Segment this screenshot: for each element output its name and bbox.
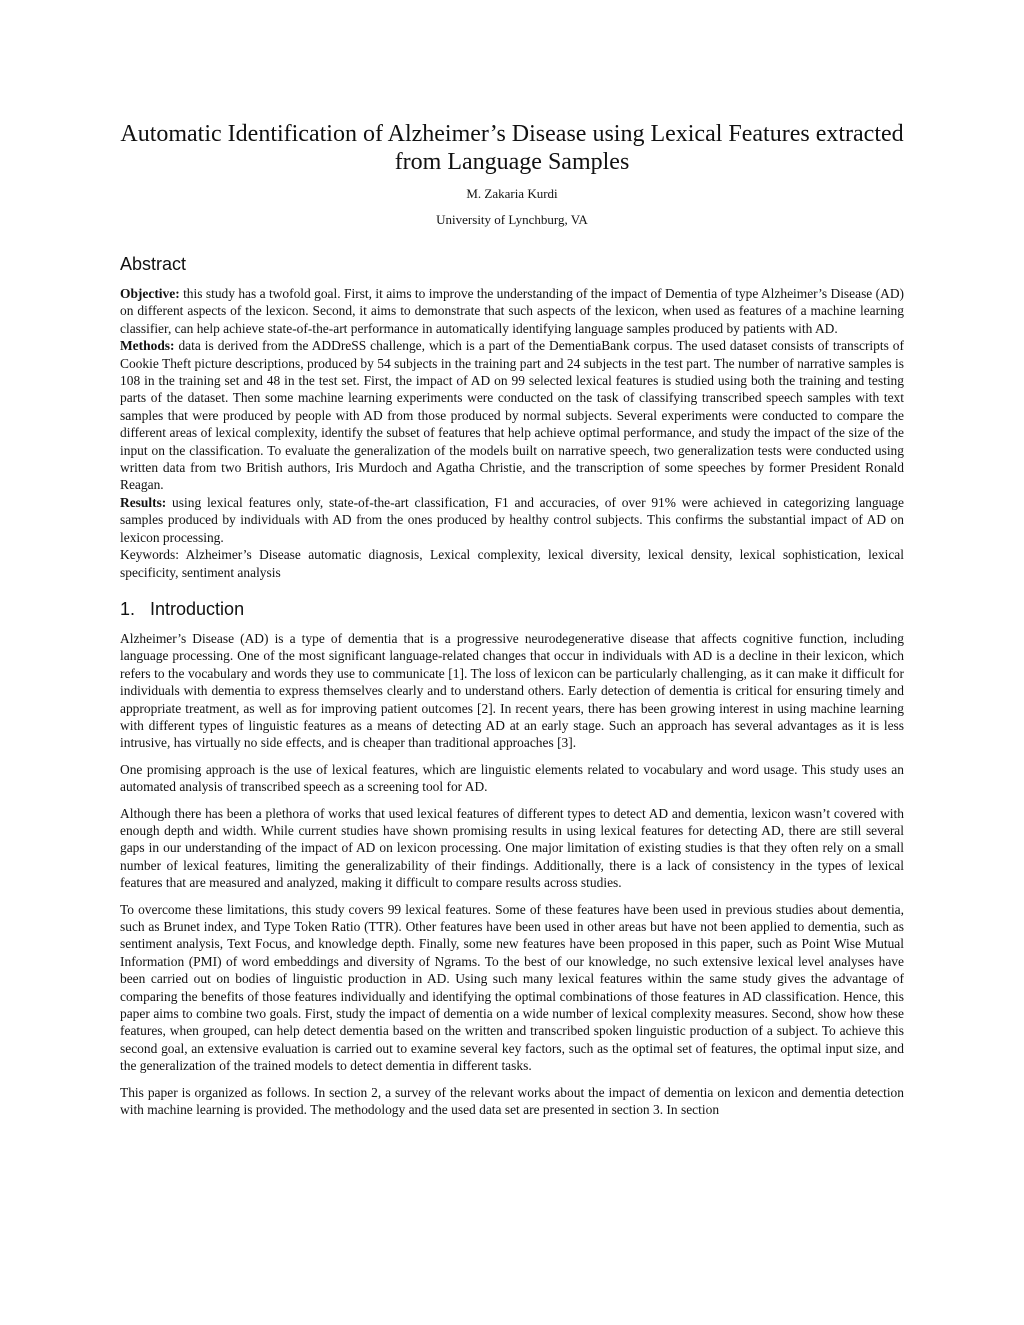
abstract-body (120, 285, 904, 581)
intro-paragraph-1: Alzheimer’s Disease (AD) is a type of dementia that is a progressive neurodegenerative disease that affects cognitive function, including language processing. One of the most significant language-related changes that occur in individuals with AD is a decline in their lexicon, which refers to the vocabulary and words they use to communicate [1]. The loss of lexicon can be particularly challenging, as it can make it difficult for individuals with dementia to express themselves clearly and to understand others. Early detection of dementia is critical for ensuring timely and appropriate treatment, as well as for improving patient outcomes [2]. In recent years, there has been growing interest in using machine learning with different types of linguistic features as a means of detecting AD at an early stage. Such an approach has several advantages as it is less intrusive, has virtually no side effects, and is cheaper than traditional approaches [3]. (120, 630, 904, 751)
methods-text: data is derived from the ADDreSS challenge, which is a part of the DementiaBank corpus. The used dataset consists of transcripts of Cookie Theft picture descriptions, produced by 54 subjects in the training part and 24 subjects in the test part. The number of narrative samples is 108 in the training set and 48 in the test set. First, the impact of AD on 99 selected lexical features is studied using both the training and testing parts of the dataset. Then some machine learning experiments were conducted on the task of classifying transcribed speech samples with text samples that were produced by people with AD from those produced by normal subjects. Several experiments were conducted to compare the different areas of lexical complexity, identify the subset of features that help achieve optimal performance, and study the impact of the size of the input on the classification. To evaluate the generalization of the models built on narrative speech, two generalization tests were conducted using written data from two British authors, Iris Murdoch and Agatha Christie, and the transcription of some speeches by former President Ronald Reagan. (120, 338, 904, 493)
paper-page (120, 0, 904, 1118)
intro-paragraph-4: To overcome these limitations, this study covers 99 lexical features. Some of these features have been used in previous studies about dementia, such as Brunet index, and Type Token Ratio (TTR). Other features have been used in other areas but have not been applied to dementia, such as sentiment analysis, Text Focus, and knowledge depth. Finally, some new features have been proposed in this paper, such as Point Wise Mutual Information (PMI) of word embeddings and diversity of Ngrams. To the best of our knowledge, no such extensive lexical level analyses have been carried out on bodies of linguistic production in AD. Using such many lexical features within the same study gives the advantage of comparing the benefits of those features individually and identifying the optimal combinations of those features in AD classification. Hence, this paper aims to combine two goals. First, study the impact of dementia on a wide number of lexical complexity measures. Second, show how these features, when grouped, can help detect dementia based on the written and transcribed spoken linguistic production of a subject. To achieve this second goal, an extensive evaluation is carried out to examine several key factors, such as the optimal set of features, the optimal input size, and the generalization of the trained models to detect dementia in different tasks. (120, 901, 904, 1074)
title-line-1: Automatic Identification of Alzheimer’s Disease using Lexical Features extracted (120, 121, 904, 147)
intro-paragraph-3: Although there has been a plethora of works that used lexical features of different types to detect AD and dementia, lexicon wasn’t covered with enough depth and width. While current studies have shown promising results in using lexical features for detecting AD, there are still several gaps in our understanding of the impact of AD on lexicon processing. One major limitation of existing studies is that they often rely on a small number of lexical features, limiting the generalizability of their findings. Additionally, there is a lack of consistency in the types of lexical features that are measured and analyzed, making it difficult to compare results across studies. (120, 805, 904, 891)
abstract-results (120, 494, 904, 546)
intro-paragraph-2: One promising approach is the use of lexical features, which are linguistic elements related to vocabulary and word usage. This study uses an automated analysis of transcribed speech as a screening tool for AD. (120, 761, 904, 795)
results-label: Results: (120, 494, 167, 510)
objective-label: Objective: (120, 286, 180, 301)
paper-title (120, 120, 904, 176)
author-affiliation: University of Lynchburg, VA (436, 212, 588, 227)
abstract-heading: Abstract (120, 254, 187, 274)
results-text: using lexical features only, state-of-the-art classification, F1 and accuracies, of over 91% were achieved in categorizing language samples produced by individuals with AD from the ones produced by healthy control subjects. This confirms the substantial impact of AD on lexicon processing. (120, 494, 904, 545)
methods-label: Methods: (120, 338, 175, 354)
intro-paragraph-5: This paper is organized as follows. In section 2, a survey of the relevant works about the impact of dementia on lexicon and dementia detection with machine learning is provided. The methodology and the used data set are presented in section 3. In section (120, 1084, 904, 1118)
abstract-objective (120, 285, 904, 337)
abstract-keywords: Keywords: Alzheimer’s Disease automatic diagnosis, Lexical complexity, lexical diversity, lexical density, lexical sophistication, lexical specificity, sentiment analysis (120, 547, 904, 580)
objective-text: this study has a twofold goal. First, it aims to improve the understanding of the impact of Dementia of type Alzheimer’s Disease (AD) on different aspects of the lexicon. Second, it aims to demonstrate that such aspects of the lexicon, when used as features of a machine learning classifier, can help achieve state-of-the-art performance in automatically identifying language samples produced by patients with AD. (120, 286, 904, 336)
introduction-heading: 1. Introduction (120, 598, 245, 619)
title-line-2: from Language Samples (394, 149, 630, 175)
introduction-body (120, 630, 904, 1119)
author-name: M. Zakaria Kurdi (466, 186, 558, 201)
abstract-methods (120, 337, 904, 494)
